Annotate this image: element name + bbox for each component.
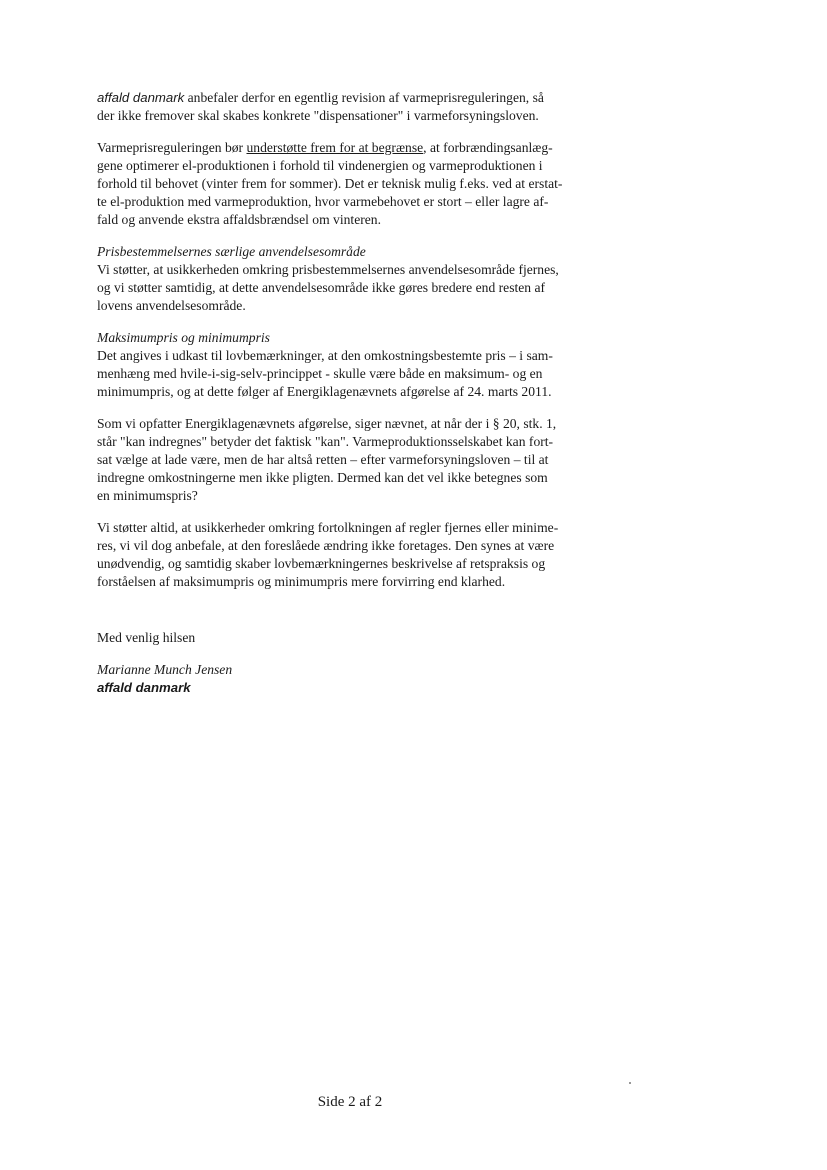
paragraph-recommendation: [97, 89, 597, 125]
text-span: anbefaler derfor en egentlig revision af varmeprisreguleringen, så: [184, 90, 544, 105]
text-span: Varmeprisreguleringen bør: [97, 140, 247, 155]
text-line: menhæng med hvile-i-sig-selv-princippet - skulle være både en maksimum- og en: [97, 366, 543, 381]
text-line: og vi støtter samtidig, at dette anvendelsesområde ikke gøres bredere end resten af: [97, 280, 546, 295]
paragraph-conclusion: [97, 519, 597, 591]
text-line: Som vi opfatter Energiklagenævnets afgørelse, siger nævnet, at når der i § 20, stk. 1,: [97, 416, 557, 431]
text-line: en minimumspris?: [97, 488, 198, 503]
section-heading: Prisbestemmelsernes særlige anvendelsesområde: [97, 244, 366, 259]
underlined-phrase: understøtte frem for at begrænse: [246, 140, 424, 155]
text-line: gene optimerer el-produktionen i forhold til vindenergien og varmeproduktionen i: [97, 158, 543, 173]
text-line: indregne omkostningerne men ikke pligten. Dermed kan det vel ikke betegnes som: [97, 470, 548, 485]
signature-block: [97, 661, 597, 697]
text-line: lovens anvendelsesområde.: [97, 298, 246, 313]
text-line: minimumpris, og at dette følger af Energiklagenævnets afgørelse af 24. marts 2011.: [97, 384, 552, 399]
text-line: Det angives i udkast til lovbemærkninger, at den omkostningsbestemte pris – i sam-: [97, 348, 553, 363]
text-line: forhold til behovet (vinter frem for sommer). Det er teknisk mulig f.eks. ved at erstat-: [97, 176, 563, 191]
text-line: res, vi vil dog anbefale, at den foreslåede ændring ikke foretages. Den synes at være: [97, 538, 555, 553]
letter-body: [97, 89, 597, 697]
text-line: der ikke fremover skal skabes konkrete "dispensationer" i varmeforsyningsloven.: [97, 108, 539, 123]
section-scope: [97, 243, 597, 315]
text-line: unødvendig, og samtidig skaber lovbemærkningernes beskrivelse af retspraksis og: [97, 556, 546, 571]
section-heading: Maksimumpris og minimumpris: [97, 330, 270, 345]
text-span: , at forbrændingsanlæg-: [423, 140, 553, 155]
brand-name: affald danmark: [97, 90, 185, 105]
text-line: [97, 89, 597, 107]
text-line: Vi støtter, at usikkerheden omkring prisbestemmelsernes anvendelsesområde fjernes,: [97, 262, 559, 277]
scan-speck: [629, 1082, 631, 1084]
text-line: forståelsen af maksimumpris og minimumpris mere forvirring end klarhed.: [97, 574, 506, 589]
paragraph-price-regulation: [97, 139, 597, 229]
signature-organization: affald danmark: [97, 680, 191, 695]
page-number: Side 2 af 2: [317, 1094, 383, 1110]
text-line: fald og anvende ekstra affaldsbrændsel om vinteren.: [97, 212, 381, 227]
section-max-min-price: [97, 329, 597, 401]
text-line: [97, 139, 597, 157]
text-line: sat vælge at lade være, men de har altså retten – efter varmeforsyningsloven – til at: [97, 452, 549, 467]
closing-salutation: Med venlig hilsen: [97, 630, 196, 645]
text-line: står "kan indregnes" betyder det faktisk "kan". Varmeproduktionsselskabet kan fort-: [97, 434, 554, 449]
signature-name: Marianne Munch Jensen: [97, 662, 233, 677]
paragraph-interpretation: [97, 415, 597, 505]
text-line: Vi støtter altid, at usikkerheder omkring fortolkningen af regler fjernes eller minime-: [97, 520, 559, 535]
text-line: te el-produktion med varmeproduktion, hvor varmebehovet er stort – eller lagre af-: [97, 194, 549, 209]
